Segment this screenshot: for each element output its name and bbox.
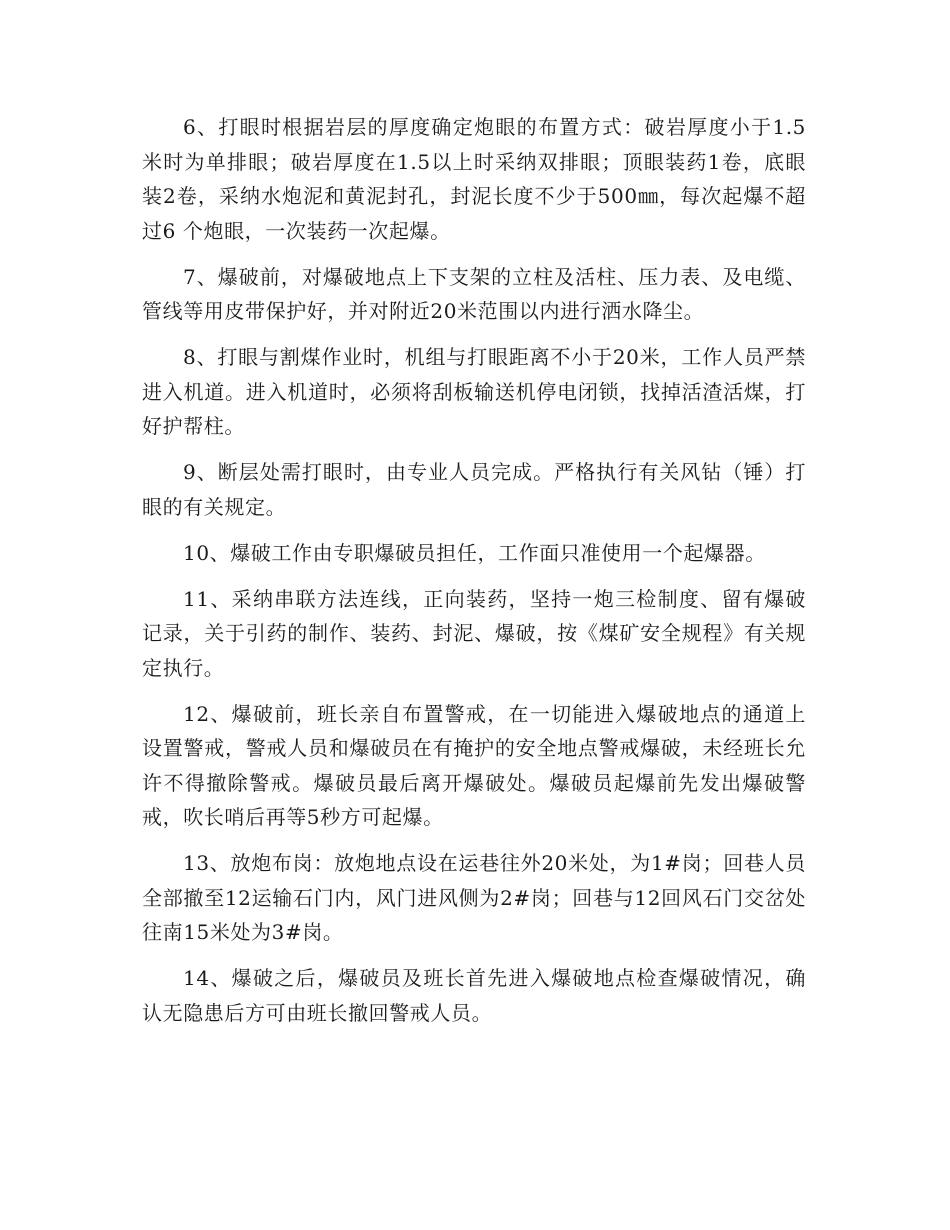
- paragraph-item-11: 11、采纳串联方法连线，正向装药，坚持一炮三检制度、留有爆破记录，关于引药的制作、装药、封泥、爆破，按《煤矿安全规程》有关规定执行。: [142, 586, 806, 680]
- paragraph-item-7: 7、爆破前，对爆破地点上下支架的立柱及活柱、压力表、及电缆、管线等用皮带保护好，并对附近20米范围以内进行洒水降尘。: [142, 264, 806, 323]
- paragraph-item-14: 14、爆破之后，爆破员及班长首先进入爆破地点检查爆破情况，确认无隐患后方可由班长撤回警戒人员。: [142, 966, 806, 1025]
- paragraph-item-10: 10、爆破工作由专职爆破员担任，工作面只准使用一个起爆器。: [183, 540, 766, 565]
- paragraph-item-9: 9、断层处需打眼时，由专业人员完成。严格执行有关风钻（锤）打眼的有关规定。: [142, 460, 806, 519]
- paragraph-item-13: 13、放炮布岗：放炮地点设在运巷往外20米处，为1#岗；回巷人员全部撤至12运输石门内，风门进风侧为2#岗；回巷与12回风石门交岔处往南15米处为3#岗。: [142, 851, 806, 944]
- paragraph-item-8: 8、打眼与割煤作业时，机组与打眼距离不小于20米，工作人员严禁进入机道。进入机道时，必须将刮板输送机停电闭锁，找掉活渣活煤，打好护帮柱。: [142, 345, 806, 438]
- document-body: [142, 110, 806, 1042]
- paragraph-item-6: 6、打眼时根据岩层的厚度确定炮眼的布置方式：破岩厚度小于1.5米时为单排眼；破岩厚度在1.5以上时采纳双排眼；顶眼装药1卷，底眼装2卷，采纳水炮泥和黄泥封孔，封泥长度不少于500㎜，每次起爆不超过6 个炮眼，一次装药一次起爆。: [142, 115, 806, 243]
- paragraph-item-12: 12、爆破前，班长亲自布置警戒，在一切能进入爆破地点的通道上设置警戒，警戒人员和爆破员在有掩护的安全地点警戒爆破，未经班长允许不得撤除警戒。爆破员最后离开爆破处。爆破员起爆前先发出爆破警戒，吹长哨后再等5秒方可起爆。: [142, 701, 806, 829]
